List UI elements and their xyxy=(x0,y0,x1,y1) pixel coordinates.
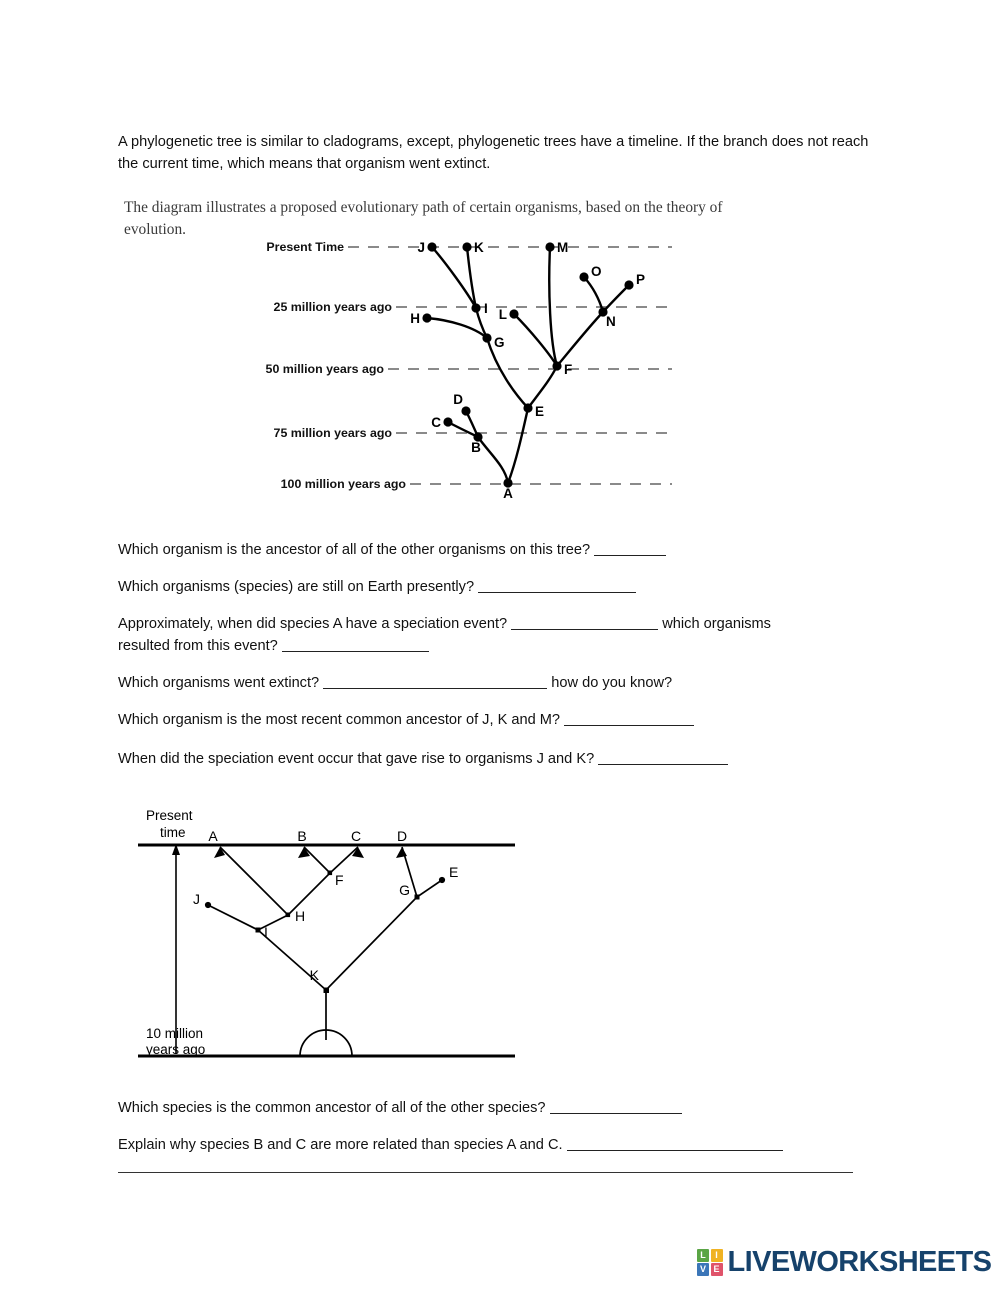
cladogram-label-E: E xyxy=(449,864,459,880)
question-6-text: When did the speciation event occur that gave rise to organisms J and K? xyxy=(118,750,595,767)
tree1-label-K: K xyxy=(474,240,484,255)
question-3-text-after: which organisms xyxy=(662,615,771,632)
tree1-label-E: E xyxy=(535,404,545,419)
cladogram-node-labels xyxy=(193,828,458,983)
tree1-label-L: L xyxy=(498,307,507,322)
question-3-text: Approximately, when did species A have a speciation event? xyxy=(118,615,508,632)
tree1-node-C xyxy=(443,417,452,426)
question-4-text: Which organisms went extinct? xyxy=(118,674,320,691)
cladogram-node-H xyxy=(286,913,291,918)
timeline-label-50: 50 million years ago xyxy=(265,362,384,376)
cladogram-present-label-line1: Present xyxy=(146,808,193,823)
cladogram-label-I: I xyxy=(264,924,268,940)
question-3b-text: resulted from this event? xyxy=(118,637,278,654)
timeline-label-25: 25 million years ago xyxy=(273,300,392,314)
tree1-node-F xyxy=(552,361,561,370)
cladogram-arrow-C xyxy=(352,847,364,858)
cladogram-bottom-label-line2: years ago xyxy=(146,1042,206,1057)
tree1-label-O: O xyxy=(591,264,602,279)
question-5-blank[interactable] xyxy=(564,710,694,726)
question-1 xyxy=(118,539,888,561)
cladogram-branches xyxy=(208,847,442,1040)
tree1-label-C: C xyxy=(431,415,441,430)
tree1-label-J: J xyxy=(417,240,425,255)
question-8 xyxy=(118,1134,888,1156)
tree1-node-P xyxy=(624,280,633,289)
question-7-text: Which species is the common ancestor of all of the other species? xyxy=(118,1099,546,1116)
question-2-blank[interactable] xyxy=(478,577,636,593)
cladogram-label-F: F xyxy=(335,872,344,888)
logo-tile-V: V xyxy=(697,1263,709,1276)
cladogram-label-A: A xyxy=(208,828,218,844)
cladogram-label-D: D xyxy=(396,828,408,844)
question-1-blank[interactable] xyxy=(594,540,666,556)
cladogram-label-C: C xyxy=(350,828,362,844)
tree1-node-H xyxy=(422,313,431,322)
logo-tile-L: L xyxy=(697,1249,709,1262)
question-6-blank[interactable] xyxy=(598,749,728,765)
figure1-caption: The diagram illustrates a proposed evolutionary path of certain organisms, based on the theory of evolution. xyxy=(124,199,723,239)
cladogram-arrow-A xyxy=(214,847,225,858)
question-7 xyxy=(118,1097,888,1119)
tree1-nodes xyxy=(422,242,633,487)
cladogram-label-B: B xyxy=(297,828,307,844)
timeline-label-100: 100 million years ago xyxy=(280,477,406,491)
question-5 xyxy=(118,709,888,731)
cladogram-label-K: K xyxy=(309,967,319,983)
tree1-label-F: F xyxy=(564,362,573,377)
tree1-node-M xyxy=(545,242,554,251)
tree1-label-M: M xyxy=(557,240,569,255)
question-7-blank[interactable] xyxy=(550,1098,682,1114)
intro-paragraph: A phylogenetic tree is similar to cladograms, except, phylogenetic trees have a timeline. If the branch does not reach the current time, which means that organism went extinct. xyxy=(118,133,869,172)
tree1-branches xyxy=(427,247,629,483)
cladogram-node-F xyxy=(328,871,333,876)
cladogram-node-G xyxy=(415,895,420,900)
tree1-label-A: A xyxy=(503,486,513,498)
cladogram-node-K xyxy=(324,988,330,994)
tree1-node-E xyxy=(523,403,532,412)
tree1-node-D xyxy=(461,406,470,415)
tree1-node-G xyxy=(482,333,491,342)
question-4 xyxy=(118,672,888,694)
tree1-label-P: P xyxy=(636,272,646,287)
question-8-text: Explain why species B and C are more related than species A and C. xyxy=(118,1136,563,1153)
cladogram-label-H: H xyxy=(295,908,306,924)
answer-rule[interactable] xyxy=(118,1172,853,1173)
tree1-label-H: H xyxy=(410,311,420,326)
question-4-blank[interactable] xyxy=(323,673,547,689)
question-3 xyxy=(118,613,888,657)
timeline-labels xyxy=(266,240,407,491)
tree1-label-D: D xyxy=(453,392,463,407)
cladogram-label-G: G xyxy=(399,882,410,898)
tree1-node-I xyxy=(471,303,480,312)
cladogram-arrow-B xyxy=(298,847,310,858)
question-1-text: Which organism is the ancestor of all of the other organisms on this tree? xyxy=(118,541,591,558)
question-4-text-after: how do you know? xyxy=(551,674,673,691)
tree1-label-G: G xyxy=(494,335,505,350)
logo-tiles xyxy=(697,1249,723,1277)
phylogenetic-tree-diagram xyxy=(220,230,690,498)
timeline-label-present: Present Time xyxy=(266,240,344,254)
cladogram-diagram xyxy=(130,800,530,1068)
question-6 xyxy=(118,748,888,770)
tree1-label-N: N xyxy=(606,314,616,329)
cladogram-node-E xyxy=(439,877,445,883)
tree1-label-I: I xyxy=(484,301,488,316)
tree1-node-O xyxy=(579,272,588,281)
cladogram-present-label-line2: time xyxy=(160,825,186,840)
question-2-text: Which organisms (species) are still on Earth presently? xyxy=(118,578,475,595)
tree1-node-L xyxy=(509,309,518,318)
cladogram-node-J xyxy=(205,902,211,908)
tree1-label-B: B xyxy=(471,440,481,455)
logo-wordmark: LIVEWORKSHEETS xyxy=(727,1246,992,1278)
liveworksheets-logo xyxy=(697,1246,991,1279)
logo-tile-E: E xyxy=(711,1263,723,1276)
question-8-blank[interactable] xyxy=(567,1135,783,1151)
timeline-label-75: 75 million years ago xyxy=(273,426,392,440)
cladogram-node-I xyxy=(256,928,261,933)
question-3-blank[interactable] xyxy=(511,614,658,630)
question-2 xyxy=(118,576,888,598)
timeline-gridlines xyxy=(348,247,672,484)
cladogram-bottom-label-line1: 10 million xyxy=(146,1026,204,1041)
tree1-node-J xyxy=(427,242,436,251)
tree1-node-K xyxy=(462,242,471,251)
question-3b-blank[interactable] xyxy=(282,636,429,652)
cladogram-label-J: J xyxy=(193,891,200,907)
question-5-text: Which organism is the most recent common ancestor of J, K and M? xyxy=(118,711,561,728)
logo-tile-I: I xyxy=(711,1249,723,1262)
